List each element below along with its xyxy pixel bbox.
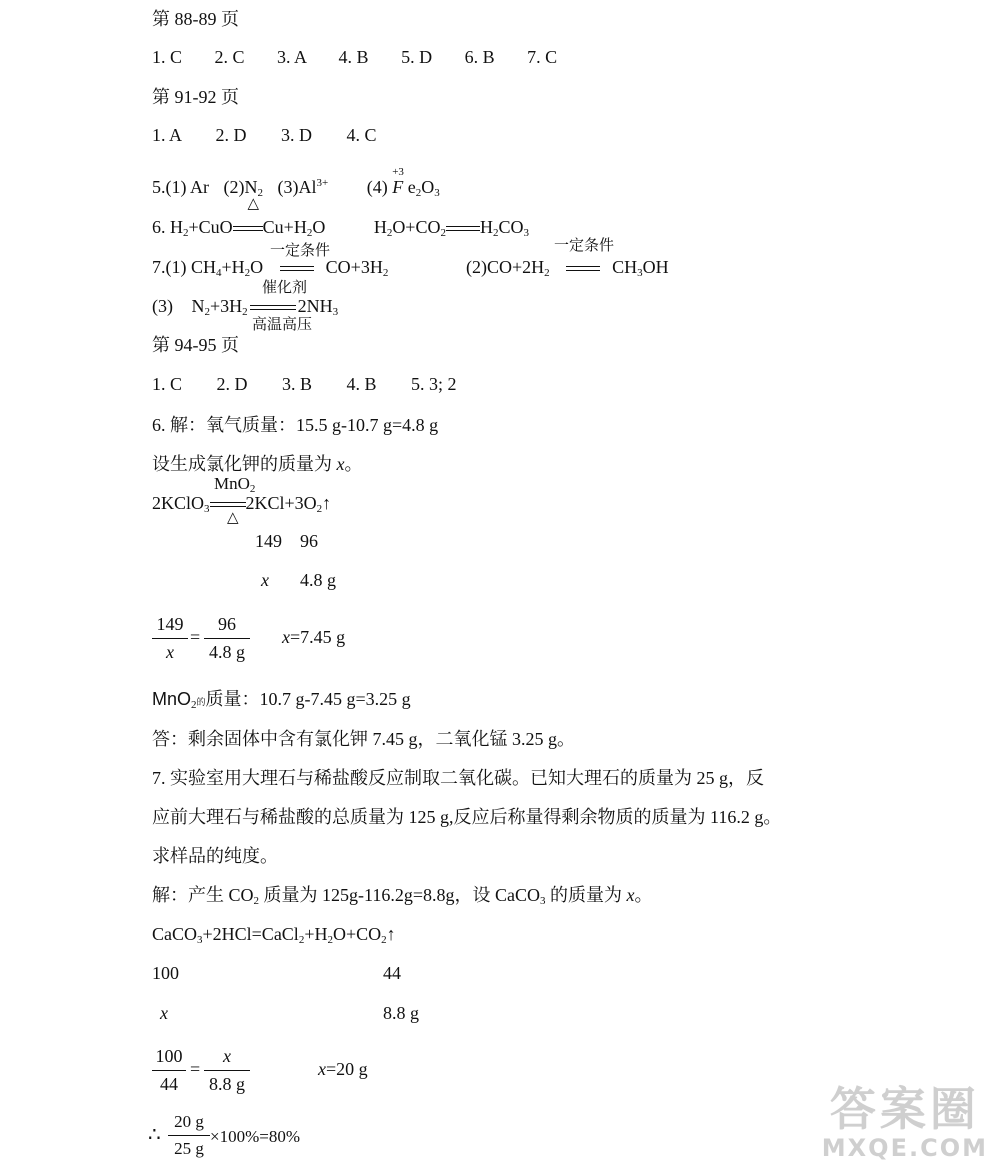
mass-co2: 8.8 g bbox=[383, 1003, 419, 1023]
q7-line3: (3) $N_2+3H_2$ $2NH_3$ bbox=[152, 296, 339, 318]
q6-solution-line1: 6. 解：氧气质量：15.5 g-10.7 g=4.8 g bbox=[152, 415, 439, 435]
equals-bar bbox=[250, 305, 296, 310]
answer-item: 7. C bbox=[527, 47, 558, 67]
answer-item: 5. D bbox=[401, 47, 433, 67]
molar-mass-o2: 96 bbox=[300, 531, 318, 551]
section-title-94-95: 第 94-95 页 bbox=[152, 335, 239, 355]
therefore-symbol: ∴ bbox=[148, 1124, 161, 1146]
answer-sentence: 答：剩余固体中含有氯化钾 7.45 g，二氧化锰 3.25 g。 bbox=[152, 729, 575, 749]
molar-mass-kcl: 149 bbox=[255, 531, 282, 551]
answer-item: 1. C bbox=[152, 374, 183, 394]
valence-label: +3 bbox=[392, 166, 404, 178]
caco3-equation: $CaCO_3+2HCl=CaCl_2+H_2O+CO_2↑$ bbox=[152, 924, 396, 946]
q6-line: 6. $H_2+CuO$ $Cu+H_2O$ $H_2O+CO_2$ $H_2CO_3$ bbox=[152, 217, 529, 239]
fraction-149-x: 149 x bbox=[152, 614, 188, 663]
equals-bar bbox=[566, 266, 600, 271]
q7-line2: $(2)CO+2H_2$ $CH_3OH$ bbox=[466, 257, 669, 279]
answer-item: 5. 3; 2 bbox=[411, 374, 457, 394]
equals-bar bbox=[280, 266, 314, 271]
condition-label: 一定条件 bbox=[270, 243, 331, 259]
q7-problem-line1: 7. 实验室用大理石与稀盐酸反应制取二氧化碳。已知大理石的质量为 25 g，反 bbox=[152, 768, 764, 788]
equals-sign: = bbox=[190, 1059, 201, 1079]
answer-item: 2. C bbox=[214, 47, 245, 67]
q5-part2: $(2)N_2$ △ bbox=[224, 177, 264, 197]
unknown-x: x bbox=[261, 570, 269, 590]
triangle-symbol: △ bbox=[247, 196, 260, 212]
section-title-91-92: 第 91-92 页 bbox=[152, 87, 239, 107]
answer-item: 6. B bbox=[464, 47, 495, 67]
equals-bar bbox=[233, 226, 263, 231]
fraction-96-4.8: 96 4.8 g bbox=[204, 614, 250, 663]
q5-line: 5.(1) Ar $(2)N_2$ △ $(3)Al^{3+}$ (4) +3 F $e_2O_3$ bbox=[152, 176, 440, 198]
molar-mass-co2: 44 bbox=[383, 963, 401, 983]
kclo3-equation: 2KClO$_3$ $2KCl+3O_2↑$ bbox=[152, 493, 332, 515]
answer-item: 4. B bbox=[346, 374, 377, 394]
condition-label: 高温高压 bbox=[252, 317, 313, 333]
q7-line1: 7.(1) $CH_4+H_2O$ $CO+3H_2$ bbox=[152, 257, 389, 279]
section-title-88-89: 第 88-89 页 bbox=[152, 9, 239, 29]
unknown-x: x bbox=[160, 1003, 168, 1023]
q5-part3: $(3)Al^{3+}$ bbox=[277, 177, 329, 197]
mno2-mass-line: MnO$_2$的质量：10.7 g-7.45 g=3.25 g bbox=[152, 689, 411, 711]
answer-item: 3. A bbox=[277, 47, 307, 67]
answer-row-94-95 bbox=[152, 373, 457, 395]
equals-bar bbox=[446, 226, 480, 231]
answer-item: 2. D bbox=[216, 374, 248, 394]
mass-o2: 4.8 g bbox=[300, 570, 336, 590]
fraction-x-8.8: x 8.8 g bbox=[204, 1046, 250, 1095]
equals-sign: = bbox=[190, 627, 201, 647]
answer-item: 3. D bbox=[281, 125, 313, 145]
purity-fraction: 20 g 25 g bbox=[168, 1112, 210, 1159]
watermark-logo: 答案圈 MXQE.COM bbox=[821, 1082, 988, 1162]
answer-item: 4. C bbox=[346, 125, 377, 145]
q5-part4: (4) +3 F $e_2O_3$ bbox=[367, 177, 440, 197]
answer-row-88-89 bbox=[152, 46, 557, 68]
condition-label: 一定条件 bbox=[554, 238, 615, 254]
q7-solution-line: 解：产生 $CO_2$ 质量为 125g-116.2g=8.8g，设 CaCO$_3$ 的质量为 x。 bbox=[152, 885, 653, 907]
answer-item: 4. B bbox=[338, 47, 369, 67]
answer-row-91-92 bbox=[152, 124, 377, 146]
fraction-100-44: 100 44 bbox=[152, 1046, 186, 1095]
molar-mass-caco3: 100 bbox=[152, 963, 179, 983]
answer-item: 2. D bbox=[215, 125, 247, 145]
q6-solution-line2: 设生成氯化钾的质量为 x。 bbox=[152, 454, 363, 474]
q7-problem-line3: 求样品的纯度。 bbox=[152, 846, 278, 866]
answer-item: 1. A bbox=[152, 125, 182, 145]
triangle-symbol: △ bbox=[227, 510, 239, 526]
catalyst-label: MnO$_2$ bbox=[214, 474, 256, 495]
answer-item: 3. B bbox=[282, 374, 313, 394]
answer-item: 1. C bbox=[152, 47, 183, 67]
result-x: x=7.45 g bbox=[282, 627, 346, 647]
result-x: x=20 g bbox=[318, 1059, 368, 1079]
q7-problem-line2: 应前大理石与稀盐酸的总质量为 125 g,反应后称量得剩余物质的质量为 116.2 g。 bbox=[152, 807, 782, 827]
catalyst-label: 催化剂 bbox=[262, 280, 308, 296]
purity-result: ×100%=80% bbox=[210, 1127, 300, 1146]
